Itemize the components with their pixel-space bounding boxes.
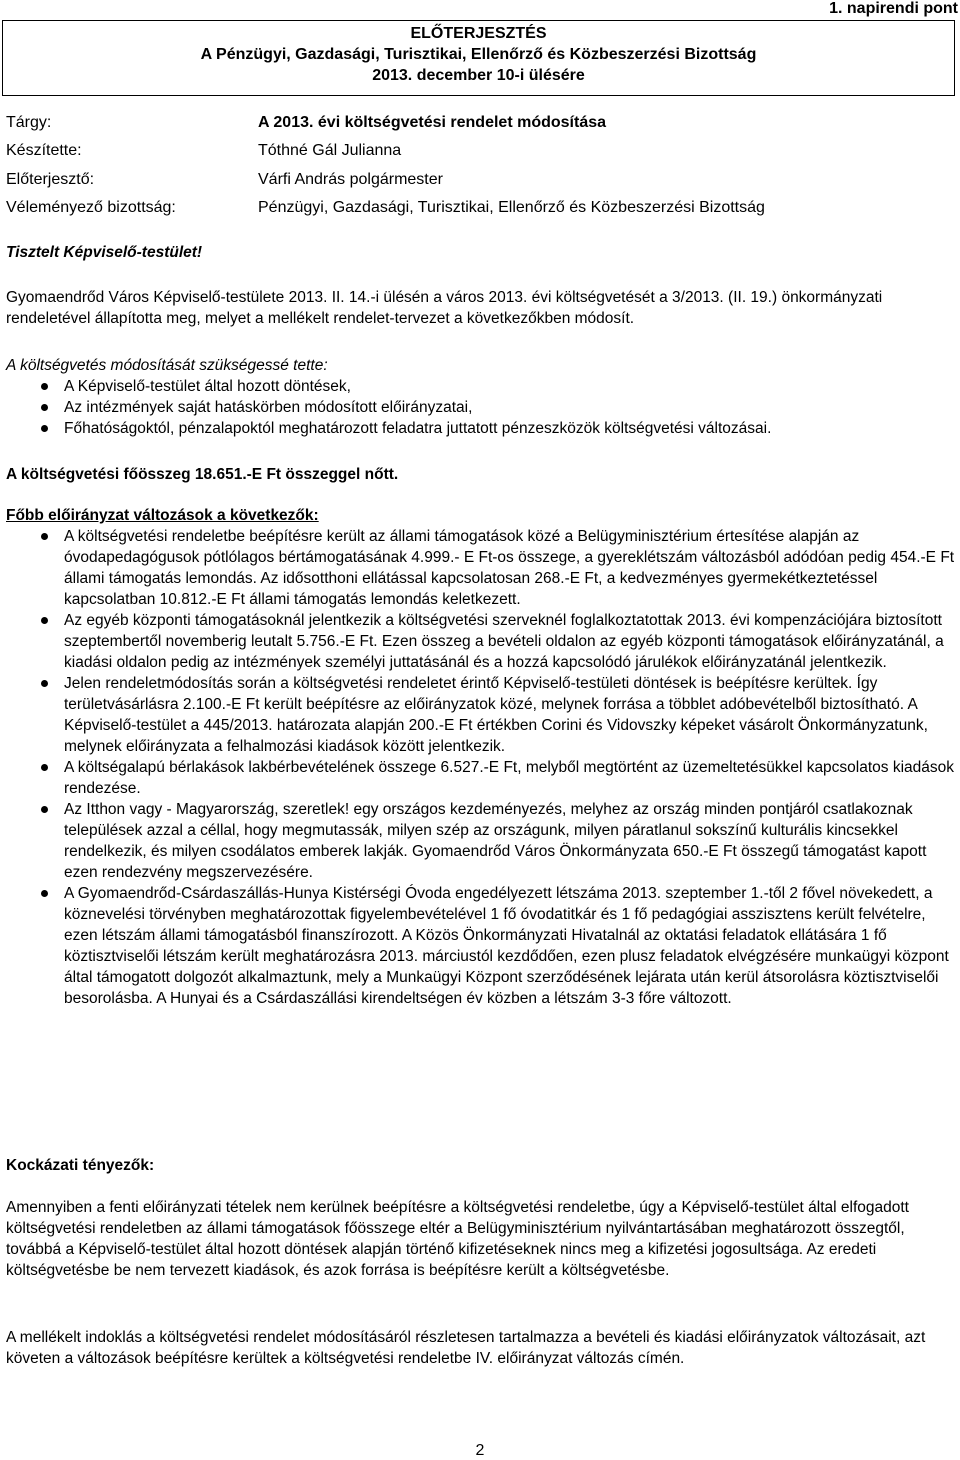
list-item: A Gyomaendrőd-Csárdaszállás-Hunya Kistérségi Óvoda engedélyezett létszáma 2013. szeptember 1.-től 2 fővel növekedett, a köznevelési törvényben meghatározottak figyelembevételével 1 fő óvodatitkár és 1 fő pedagógiai asszisztens került felvételre, ezen létszám állami támogatásból finanszírozott. A Közös Önkormányzati Hivatalnál az oktatási feladatok ellátására 1 fő köztisztviselői létszám került meghatározásra 2013. márciustól kezdődően, ezen plusz feladatok elvégzésére munkaügyi központ által támogatott dolgozót alkalmaztunk, mely a Munkaügyi Központ szerződésének lejárata után kerül átsorolásra köztisztviselői besorolásba. A Hunyai és a Csárdaszállási kirendeltségen év közben a létszám 3-3 főre változott.	[6, 883, 956, 1009]
meta-row-subject	[6, 114, 765, 142]
list-item: Jelen rendeletmódosítás során a költségvetési rendeletet érintő Képviselő-testületi döntések is beépítésre kerültek. Így területvásárlásra 2.100.-E Ft került beépítésre az előirányzatok közé, melynek forrása a többlet adóbevételből biztosítható. A Képviselő-testület a 445/2013. határozata alapján 200.-E Ft értékben Corini és Vidovszky képeket vásárolt Önkormányzatunk, melynek előirányzata a felhalmozási kiadások között jelentkezik.	[6, 673, 956, 757]
intro-text: Gyomaendrőd Város Képviselő-testülete 2013. II. 14.-i ülésén a város 2013. évi költségvetését a 3/2013. (II. 19.) önkormányzati rendeletével állapította meg, melyet a mellékelt rendelet-tervezet a következőkben módosít.	[6, 289, 883, 327]
meta-row-reviewer	[6, 199, 765, 227]
risks-paragraph	[6, 1197, 956, 1281]
meta-value: Pénzügyi, Gazdasági, Turisztikai, Ellenőrző és Közbeszerzési Bizottság	[258, 198, 765, 216]
changes-heading: Főbb előirányzat változások a következők:	[6, 507, 319, 524]
list-item: Az intézmények saját hatáskörben módosított előirányzatai,	[6, 397, 956, 418]
meta-label: Tárgy:	[6, 114, 52, 131]
reasons-section	[6, 355, 956, 439]
list-item: A költségalapú bérlakások lakbérbevételének összege 6.527.-E Ft, melyből megtörtént az üzemeltetésükkel kapcsolatos kiadások rendezése.	[6, 757, 956, 799]
meta-value: A 2013. évi költségvetési rendelet módosítása	[258, 114, 607, 131]
list-item: A Képviselő-testület által hozott döntések,	[6, 376, 956, 397]
list-item: A költségvetési rendeletbe beépítésre került az állami támogatások közé a Belügyminisztérium értesítése alapján az óvodapedagógusok pótlólagos bértámogatásának 4.999.- E Ft-os összege, a gyereklétszám változásból adódóan pedig 454.-E Ft állami támogatás lemondás. Az idősotthoni ellátással kapcsolatosan 268.-E Ft, a kedvezményes gyermekétkeztetéssel kapcsolatban 10.812.-E Ft állami támogatás lemondás keletkezett.	[6, 526, 956, 610]
page-number: 2	[475, 1442, 485, 1459]
risks-heading: Kockázati tényezők:	[6, 1157, 155, 1174]
intro-paragraph	[6, 287, 956, 329]
closing-paragraph	[6, 1327, 956, 1369]
meta-value: Várfi András polgármester	[258, 170, 443, 188]
greeting: Tisztelt Képviselő-testület!	[6, 244, 203, 261]
list-item: Az Itthon vagy - Magyarország, szeretlek! egy országos kezdeményezés, melyhez az ország minden pontjáról csatlakoznak települések azzal a céllal, hogy megmutassák, milyen szép az országunk, milyen páratlanul sokszínű kulturális kincsekkel rendelkezik, és milyen csodálatos emberek lakják. Gyomaendrőd Város Önkormányzata 650.-E Ft összegű támogatást kapott ezen rendezvény megszervezésére.	[6, 799, 956, 883]
changes-list	[6, 526, 956, 1009]
meta-label: Készítette:	[6, 142, 82, 160]
agenda-item-label: 1. napirendi pont	[829, 0, 958, 17]
list-item: Az egyéb központi támogatásoknál jelentkezik a költségvetési szerveknél foglalkoztatottak 2013. évi kompenzációjára biztosított szeptembertől novemberig leutalt 5.756.-E Ft. Ezen összeg a bevételi oldalon az egyéb központi támogatások előirányzatánál, a kiadási oldalon pedig az intézmények személyi juttatásánál és a hozzá kapcsolódó járulékok előirányzatánál jelentkezik.	[6, 610, 956, 673]
meta-row-presenter	[6, 171, 765, 199]
list-item: Főhatóságoktól, pénzalapoktól meghatározott feladatra juttatott pénzeszközök költségvetési változásai.	[6, 418, 956, 439]
committee-name: A Pénzügyi, Gazdasági, Turisztikai, Ellenőrző és Közbeszerzési Bizottság	[200, 46, 757, 63]
meta-label: Véleményező bizottság:	[6, 198, 176, 216]
meta-row-author	[6, 142, 765, 170]
meta-table	[6, 114, 765, 227]
changes-section	[6, 505, 956, 1009]
risks-text: Amennyiben a fenti előirányzati tételek nem kerülnek beépítésre a költségvetési rendeletbe, úgy a Képviselő-testület által elfogadott költségvetési rendeletben az állami támogatások főösszege eltér a Belügyminisztérium nyilvántartásában meghatározott összegtől, továbbá a Képviselő-testület által hozott döntések alapján történő kifizetéseknek nincs meg a kifizetési jogosultsága. Az eredeti költségvetésbe be nem tervezett kiadások, és azok forrása is beépítésre került a költségvetésbe.	[6, 1199, 909, 1279]
document-title: ELŐTERJESZTÉS	[410, 25, 547, 42]
meeting-date: 2013. december 10-i ülésére	[372, 67, 585, 84]
total-change: A költségvetési főösszeg 18.651.-E Ft összeggel nőtt.	[6, 466, 399, 483]
reasons-heading: A költségvetés módosítását szükségessé tette:	[6, 357, 328, 374]
meta-value: Tóthné Gál Julianna	[258, 142, 402, 160]
header-box	[2, 20, 955, 96]
reasons-list	[6, 376, 956, 439]
closing-text: A mellékelt indoklás a költségvetési rendelet módosításáról részletesen tartalmazza a bevételi és kiadási előirányzatok változásait, azt követen a változások beépítésre kerültek a költségvetési rendeletbe IV. előirányzat változás címén.	[6, 1329, 926, 1367]
meta-label: Előterjesztő:	[6, 170, 95, 188]
